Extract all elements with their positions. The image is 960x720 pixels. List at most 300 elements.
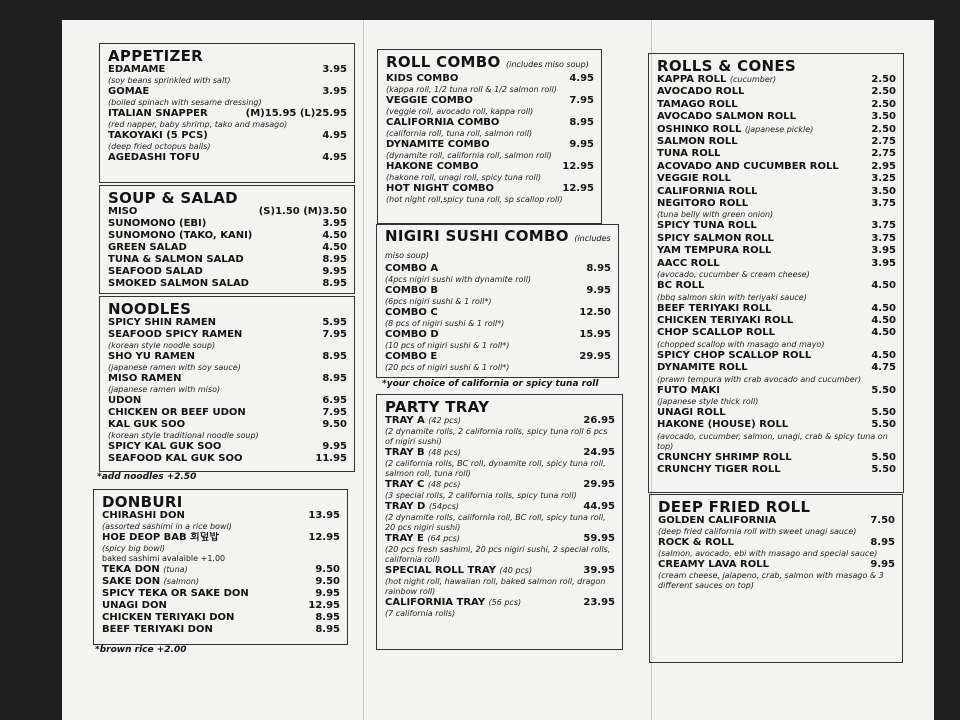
item-price: 24.95 [583,447,615,458]
noodles-note: *add noodles +2.50 [97,472,197,482]
item-price: 11.95 [315,453,347,464]
item-description: (bbq salmon skin with teriyaki sauce) [657,292,807,302]
menu-item [657,173,896,185]
item-name: SPICY SALMON ROLL [657,232,774,244]
nigiri-title-note: (includes miso soup) [385,234,611,260]
item-description: (red napper, baby shrimp, tako and masago) [108,120,288,129]
item-description: (tuna belly with green onion) [657,210,774,220]
item-qualifier: (cucumber) [729,75,777,84]
item-name: TAKOYAKI (5 PCS) [108,130,208,141]
nigiri-combo-section [376,224,619,378]
item-name: FUTO MAKI [657,384,720,396]
item-name: AACC ROLL [657,257,720,269]
item-name: HAKONE (HOUSE) ROLL [657,419,789,431]
item-price: 12.50 [579,307,611,318]
item-price: 5.50 [871,464,896,476]
menu-item [657,315,896,327]
item-description: (korean style traditional noodle soup) [108,431,259,440]
item-description: (hot night roll, hawaiian roll, baked salmon roll, dragon rainbow roll) [385,577,606,596]
item-name: CALIFORNIA TRAY (56 pcs) [385,597,522,608]
menu-item [108,317,347,329]
donburi-title: DONBURI [102,493,183,511]
menu-item [658,515,895,527]
menu-item [385,501,615,513]
menu-item [102,600,340,612]
menu-item [108,453,347,465]
item-description: (avocado, cucumber & cream cheese) [657,270,810,280]
item-name: VEGGIE COMBO [386,95,473,106]
rolls-cones-section [648,53,904,493]
item-name: ROCK & ROLL [658,537,734,548]
item-name: COMBO A [385,263,439,274]
item-name: GREEN SALAD [108,242,187,253]
item-price: 3.50 [871,185,896,197]
item-name: HAKONE COMBO [386,161,479,172]
item-name: SEAFOOD KAL GUK SOO [108,453,243,464]
item-price: 13.95 [308,510,340,521]
item-description: (boiled spinach with sesame dressing) [108,98,262,107]
item-price: 4.95 [322,152,347,163]
rolls-items [657,74,896,477]
item-price: 12.95 [308,532,340,543]
item-name: TEKA DON (tuna) [102,564,188,575]
item-name: COMBO C [385,307,438,318]
item-price: 3.95 [322,64,347,75]
item-name: TRAY B (48 pcs) [385,447,461,458]
party-items [385,415,615,619]
item-price: 8.95 [569,117,594,128]
item-price: 3.95 [322,86,347,97]
item-price: 2.50 [871,98,896,110]
menu-item [657,74,896,86]
menu-item [657,452,896,464]
item-name: HOE DEOP BAB 회덮밥 [102,532,220,543]
item-name: CREAMY LAVA ROLL [658,559,769,570]
item-name: GOMAE [108,86,150,97]
item-price: 7.95 [322,407,347,418]
menu-item [108,373,347,385]
nigiri-title: NIGIRI SUSHI COMBO [385,227,569,245]
item-name: DYNAMITE COMBO [386,139,490,150]
menu-item [657,385,896,397]
item-price: 9.95 [569,139,594,150]
nigiri-note: *your choice of california or spicy tuna roll [382,379,599,389]
item-name: SPECIAL ROLL TRAY (40 pcs) [385,565,533,576]
item-price: 8.95 [322,254,347,265]
item-price: 9.95 [315,588,340,599]
item-qualifier: (56 pcs) [488,598,522,607]
menu-item [102,588,340,600]
item-price: 3.25 [871,173,896,185]
menu-item [386,183,594,195]
item-price: 9.50 [322,419,347,430]
menu-item [102,564,340,576]
menu-item [108,86,347,98]
item-description: (kappa roll, 1/2 tuna roll & 1/2 salmon roll) [386,85,557,94]
menu-item [658,559,895,571]
item-name: SMOKED SALMON SALAD [108,278,249,289]
item-price: (M)15.95 (L)25.95 [245,108,347,119]
item-price: 3.95 [871,257,896,269]
menu-item [108,329,347,341]
item-name: MISO RAMEN [108,373,182,384]
menu-item [657,124,896,136]
item-price: 3.75 [871,220,896,232]
item-description: (hot night roll,spicy tuna roll, sp scallop roll) [386,195,563,204]
item-description: (veggie roll, avocado roll, kappa roll) [386,107,534,116]
menu-item [385,263,611,275]
menu-item [657,407,896,419]
item-name: ACOVADO AND CUCUMBER ROLL [657,160,839,172]
item-qualifier: (japanese pickle) [744,124,814,134]
menu-item [385,351,611,363]
rolls-cones-title: ROLLS & CONES [657,57,797,75]
menu-item [108,419,347,431]
item-name: DYNAMITE ROLL [657,362,748,374]
menu-item [102,510,340,522]
item-qualifier: (42 pcs) [428,416,461,425]
item-price: 8.95 [322,373,347,384]
party-tray-section [376,394,623,650]
item-description: (deep fried octopus balls) [108,142,211,151]
item-name: TAMAGO ROLL [657,98,738,110]
item-price: 8.95 [586,263,611,274]
menu-item [108,407,347,419]
item-description: (20 pcs fresh sashimi, 20 pcs nigiri sushi, 2 special rolls, california roll) [385,545,611,564]
item-description: (cream cheese, jalapeno, crab, salmon with masago & 3 different sauces on top) [658,571,884,590]
item-price: 59.95 [583,533,615,544]
item-price: 8.95 [322,278,347,289]
item-extra-note: baked sashimi avalaible +1.00 [102,554,226,563]
menu-item [657,161,896,173]
donburi-items [102,510,340,636]
item-description: (japanese ramen with miso) [108,385,221,394]
menu-item [657,99,896,111]
menu-item [658,537,895,549]
menu-item [657,148,896,160]
item-description: (japanese ramen with soy sauce) [108,363,241,372]
item-price: 2.50 [871,86,896,98]
item-price: 29.95 [579,351,611,362]
item-price: 39.95 [583,565,615,576]
item-name: KAPPA ROLL (cucumber) [657,74,777,85]
menu-item [657,280,896,292]
item-price: 4.50 [871,302,896,314]
item-price: 5.95 [322,317,347,328]
menu-item [386,95,594,107]
item-name: SPICY TUNA ROLL [657,220,757,232]
menu-item [657,362,896,374]
item-price: 26.95 [583,415,615,426]
item-name: CHICKEN TERIYAKI ROLL [657,314,794,326]
item-description: (assorted sashimi in a rice bowl) [102,522,232,531]
item-price: 9.95 [322,441,347,452]
menu-item [657,327,896,339]
item-price: 2.75 [871,136,896,148]
item-description: (hakone roll, unagi roll, spicy tuna roll) [386,173,542,182]
item-description: (6pcs nigiri sushi & 1 roll*) [385,297,492,306]
item-name: CRUNCHY SHRIMP ROLL [657,451,792,463]
item-price: 4.50 [871,314,896,326]
menu-item [108,278,347,290]
item-name: AVOCADO SALMON ROLL [657,111,797,123]
item-price: 9.95 [322,266,347,277]
item-name: SEAFOOD SALAD [108,266,203,277]
item-description: (dynamite roll, california roll, salmon roll) [386,151,552,160]
item-name: UNAGI DON [102,600,167,611]
menu-item [102,612,340,624]
item-price: 3.75 [871,232,896,244]
item-name: SALMON ROLL [657,136,738,148]
deep-fried-section [649,494,903,663]
item-name: BEEF TERIYAKI ROLL [657,302,772,314]
menu-item [657,111,896,123]
item-price: 3.75 [871,198,896,210]
item-name: AVOCADO ROLL [657,86,745,98]
menu-item [108,242,347,254]
item-name: CRUNCHY TIGER ROLL [657,464,781,476]
item-price: 3.95 [871,245,896,257]
menu-item [386,117,594,129]
item-price: 12.95 [562,183,594,194]
item-name: MISO [108,206,138,217]
menu-item [386,139,594,151]
item-price: 2.50 [871,123,896,135]
item-name: TRAY D (54pcs) [385,501,459,512]
menu-item [108,206,347,218]
item-qualifier: (tuna) [163,565,188,574]
item-description: (4pcs nigiri sushi with dynamite roll) [385,275,531,284]
item-price: 29.95 [583,479,615,490]
menu-item [108,351,347,363]
item-description: (prawn tempura with crab avocado and cucumber) [657,374,862,384]
menu-item [657,86,896,98]
menu-item [386,73,594,85]
item-description: (salmon, avocado, ebi with masago and special sauce) [658,549,878,558]
item-description: (2 dynamite rolls, california roll, BC roll, spicy tuna roll, 20 pcs nigiri sushi) [385,513,606,532]
menu-item [385,447,615,459]
item-price: 8.95 [870,537,895,548]
menu-item [102,532,340,544]
item-description: (soy beans sprinkled with salt) [108,76,231,85]
item-name: NEGITORO ROLL [657,198,749,210]
item-name: BEEF TERIYAKI DON [102,624,213,635]
menu-item [385,307,611,319]
item-description: (chopped scallop with masago and mayo) [657,339,825,349]
item-name: TRAY E (64 pcs) [385,533,460,544]
item-price: 3.50 [871,111,896,123]
item-name: CALIFORNIA COMBO [386,117,500,128]
item-name: GOLDEN CALIFORNIA [658,515,777,526]
item-name: KIDS COMBO [386,73,459,84]
menu-item [385,329,611,341]
item-name: ITALIAN SNAPPER [108,108,208,119]
menu-item [385,565,615,577]
item-qualifier: (salmon) [163,577,199,586]
item-price: 15.95 [579,329,611,340]
item-name: SAKE DON (salmon) [102,576,199,587]
item-name: CHICKEN OR BEEF UDON [108,407,246,418]
item-price: 9.50 [315,576,340,587]
item-price: 4.75 [871,362,896,374]
menu-item [108,218,347,230]
item-description: (japanese style thick roll) [657,396,759,406]
item-description: (20 pcs of nigiri sushi & 1 roll*) [385,363,510,372]
item-price: 12.95 [562,161,594,172]
item-price: (S)1.50 (M)3.50 [258,206,347,217]
item-price: 4.95 [569,73,594,84]
noodles-items [108,317,347,465]
item-price: 23.95 [583,597,615,608]
menu-item [102,576,340,588]
item-name: SPICY SHIN RAMEN [108,317,217,328]
menu-item [385,479,615,491]
item-price: 2.50 [871,74,896,85]
item-name: SPICY TEKA OR SAKE DON [102,588,249,599]
item-price: 7.50 [870,515,895,526]
menu-item [657,303,896,315]
item-name: CHIRASHI DON [102,510,185,521]
item-price: 4.50 [871,280,896,292]
rollcombo-items [386,73,594,205]
item-price: 8.95 [315,612,340,623]
item-name: BC ROLL [657,280,705,292]
menu-item [108,266,347,278]
menu-item [385,285,611,297]
item-description: (korean style noodle soup) [108,341,216,350]
menu-item [108,395,347,407]
item-price: 4.50 [322,230,347,241]
item-price: 8.95 [322,351,347,362]
item-name: COMBO D [385,329,439,340]
appetizer-section [99,43,355,183]
item-price: 6.95 [322,395,347,406]
item-price: 4.95 [322,130,347,141]
menu-item [385,597,615,609]
menu-item [657,258,896,270]
item-name: COMBO B [385,285,439,296]
item-qualifier: (54pcs) [428,502,459,511]
item-name: KAL GUK SOO [108,419,186,430]
item-price: 5.50 [871,384,896,396]
menu-item [108,152,347,164]
item-description: (2 dynamite rolls, 2 california rolls, spicy tuna roll 6 pcs of nigiri sushi) [385,427,608,446]
menu-item [108,441,347,453]
item-price: 4.50 [871,349,896,361]
item-name: SHO YU RAMEN [108,351,195,362]
fold-line-left [363,20,364,720]
soup-items [108,206,347,290]
item-name: UNAGI ROLL [657,406,726,418]
item-name: TRAY C (48 pcs) [385,479,461,490]
item-name: COMBO E [385,351,438,362]
menu-item [108,130,347,142]
item-price: 5.50 [871,451,896,463]
menu-item [657,350,896,362]
menu-item [386,161,594,173]
menu-item [657,198,896,210]
item-name: AGEDASHI TOFU [108,152,200,163]
menu-item [657,220,896,232]
menu-item [657,464,896,476]
item-name: OSHINKO ROLL (japanese pickle) [657,123,814,135]
roll-combo-title: ROLL COMBO [386,53,501,71]
soup-salad-title: SOUP & SALAD [108,189,238,207]
donburi-section [93,489,348,645]
item-name: TRAY A (42 pcs) [385,415,461,426]
item-description: (avocado, cucumber, salmon, unagi, crab & spicy tuna on top) [657,431,888,451]
donburi-note: *brown rice +2.00 [95,645,187,655]
soup-salad-section [99,185,355,294]
item-name: HOT NIGHT COMBO [386,183,495,194]
item-name: YAM TEMPURA ROLL [657,245,772,257]
noodles-title: NOODLES [108,300,192,318]
item-description: (deep fried california roll with sweet unagi sauce) [658,527,857,536]
item-description: (spicy big bowl) [102,544,166,553]
menu-item [657,233,896,245]
menu-item [108,64,347,76]
item-name: UDON [108,395,142,406]
item-name: SPICY CHOP SCALLOP ROLL [657,349,812,361]
menu-item [108,230,347,242]
item-description: (8 pcs of nigiri sushi & 1 roll*) [385,319,505,328]
item-price: 9.95 [586,285,611,296]
item-name: EDAMAME [108,64,166,75]
item-qualifier: (48 pcs) [427,480,461,489]
appetizer-items [108,64,347,164]
item-name: TUNA ROLL [657,148,721,160]
item-name: SUNOMONO (TAKO, KANI) [108,230,253,241]
menu-item [385,533,615,545]
menu-paper [62,20,934,720]
deep-fried-title: DEEP FRIED ROLL [658,498,811,516]
item-description: (2 california rolls, BC roll, dynamite roll, spicy tuna roll, salmon roll, tuna roll) [385,459,606,478]
item-qualifier: (64 pcs) [427,534,460,543]
item-price: 2.95 [871,160,896,172]
item-price: 12.95 [308,600,340,611]
menu-item [108,254,347,266]
item-qualifier: (40 pcs) [499,566,533,575]
item-price: 3.95 [322,218,347,229]
item-price: 5.50 [871,406,896,418]
item-price: 4.50 [871,327,896,339]
item-description: (california roll, tuna roll, salmon roll) [386,129,533,138]
deepfried-items [658,515,895,591]
item-price: 7.95 [322,329,347,340]
item-description: (3 special rolls, 2 california rolls, spicy tuna roll) [385,491,577,500]
item-price: 44.95 [583,501,615,512]
noodles-section [99,296,355,472]
item-price: 2.75 [871,148,896,160]
menu-item [657,419,896,431]
roll-combo-title-note: (includes miso soup) [506,60,589,69]
item-description: (7 california rolls) [385,609,456,618]
item-name: CALIFORNIA ROLL [657,185,758,197]
item-name: TUNA & SALMON SALAD [108,254,244,265]
menu-item [657,245,896,257]
item-name: SPICY KAL GUK SOO [108,441,222,452]
menu-item [657,186,896,198]
menu-item [657,136,896,148]
item-name: SEAFOOD SPICY RAMEN [108,329,243,340]
item-price: 9.50 [315,564,340,575]
item-name: CHOP SCALLOP ROLL [657,327,775,339]
menu-item [108,108,347,120]
item-name: VEGGIE ROLL [657,173,731,185]
item-description: (10 pcs of nigiri sushi & 1 roll*) [385,341,510,350]
item-price: 4.50 [322,242,347,253]
appetizer-title: APPETIZER [108,47,204,65]
